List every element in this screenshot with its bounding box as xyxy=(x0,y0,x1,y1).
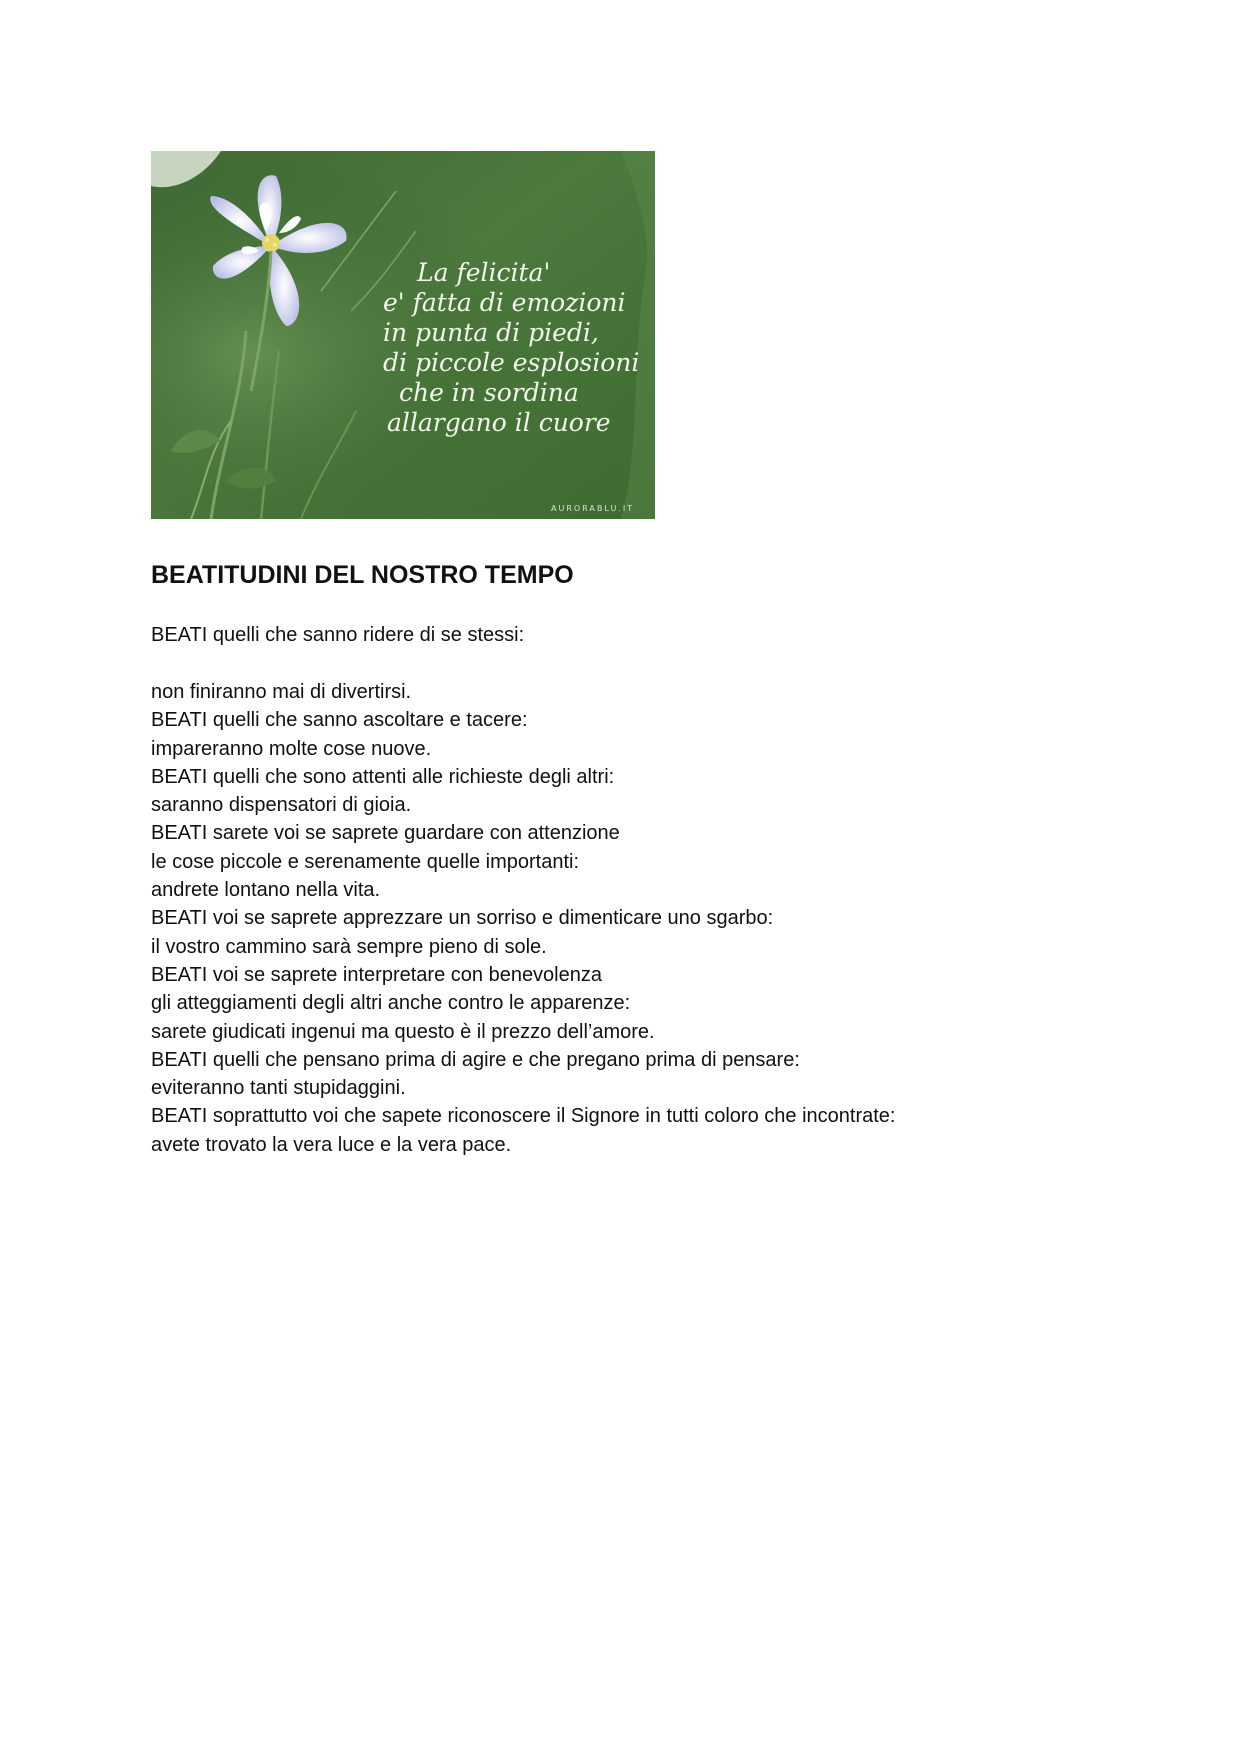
verse-line: sarete giudicati ingenui ma questo è il prezzo dell’amore. xyxy=(151,1020,655,1043)
flower-quote-image xyxy=(151,151,655,519)
image-watermark: AURORABLU.IT xyxy=(551,504,635,513)
flower-illustration xyxy=(151,151,655,519)
quote-line: e' fatta di emozioni xyxy=(383,288,626,317)
verse-line: gli atteggiamenti degli altri anche contro le apparenze: xyxy=(151,992,631,1015)
verse-line: le cose piccole e serenamente quelle importanti: xyxy=(151,850,580,873)
quote-line: in punta di piedi, xyxy=(383,318,599,347)
verse-line: avete trovato la vera luce e la vera pace. xyxy=(151,1133,512,1156)
verse-line: BEATI quelli che sanno ascoltare e tacere: xyxy=(151,709,528,732)
verse-line: il vostro cammino sarà sempre pieno di sole. xyxy=(151,935,547,958)
quote-line: di piccole esplosioni xyxy=(383,348,640,377)
verse-line: saranno dispensatori di gioia. xyxy=(151,794,412,817)
verse-line: BEATI voi se saprete apprezzare un sorriso e dimenticare uno sgarbo: xyxy=(151,907,774,930)
quote-line: allargano il cuore xyxy=(387,408,611,437)
verse-line: BEATI sarete voi se saprete guardare con attenzione xyxy=(151,822,620,845)
beatitudes-list xyxy=(151,678,895,1159)
intro-line: BEATI quelli che sanno ridere di se stessi: xyxy=(151,624,525,646)
verse-line: BEATI quelli che pensano prima di agire e che pregano prima di pensare: xyxy=(151,1048,800,1071)
verse-line: andrete lontano nella vita. xyxy=(151,879,381,902)
verse-line: non finiranno mai di divertirsi. xyxy=(151,681,412,703)
quote-line: La felicita' xyxy=(417,258,551,287)
document-title: BEATITUDINI DEL NOSTRO TEMPO xyxy=(151,561,574,589)
verse-line: BEATI quelli che sono attenti alle richieste degli altri: xyxy=(151,765,615,788)
verse-line: eviteranno tanti stupidaggini. xyxy=(151,1077,406,1100)
verse-line: BEATI soprattutto voi che sapete riconoscere il Signore in tutti coloro che incontrate: xyxy=(151,1105,896,1128)
verse-line: BEATI voi se saprete interpretare con benevolenza xyxy=(151,963,602,986)
verse-line: impareranno molte cose nuove. xyxy=(151,737,432,760)
quote-line: che in sordina xyxy=(399,378,579,407)
